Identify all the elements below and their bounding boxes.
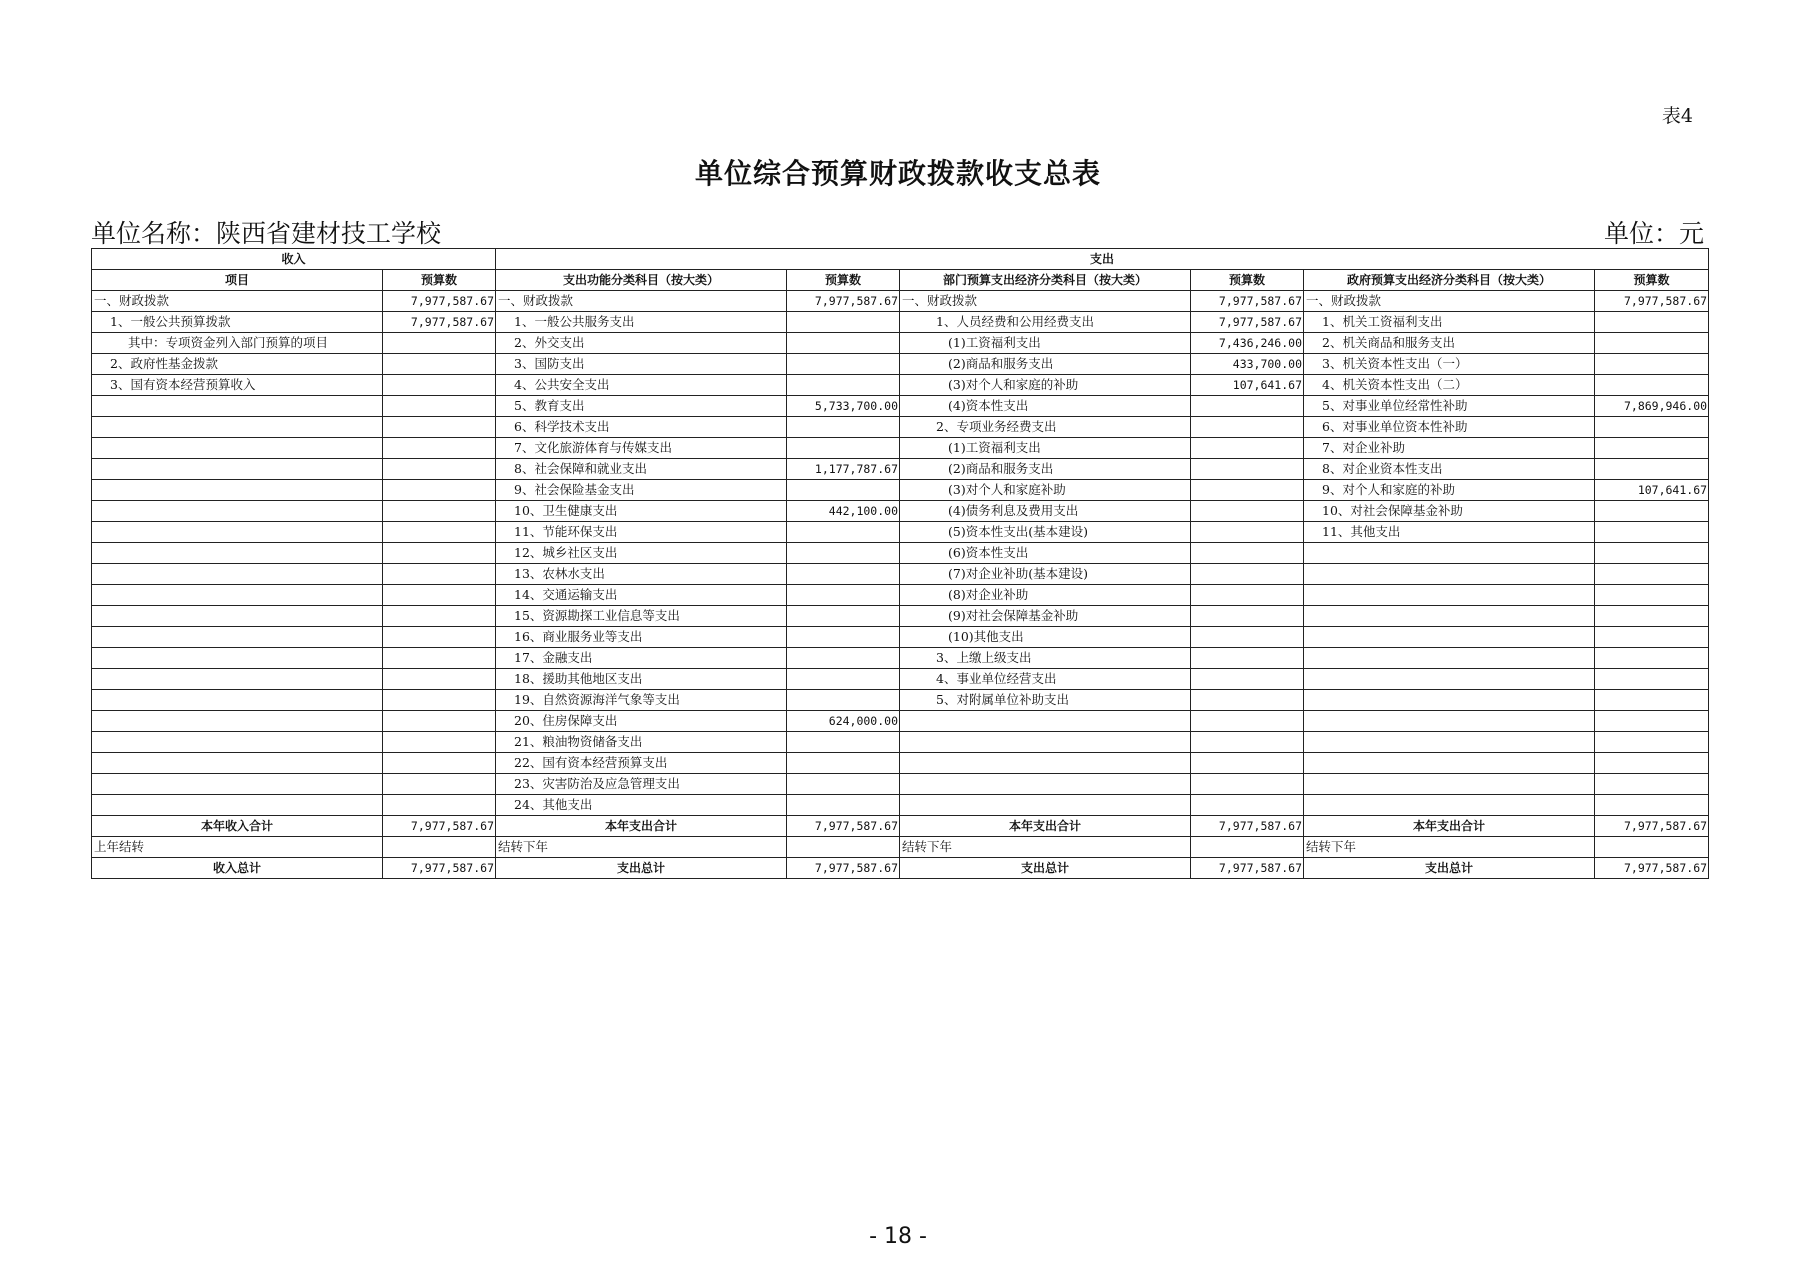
item-cell — [92, 711, 383, 732]
amount-cell: 442,100.00 — [787, 501, 900, 522]
amount-cell — [1191, 396, 1304, 417]
item-cell: (5)资本性支出(基本建设) — [900, 522, 1191, 543]
amount-cell — [383, 522, 496, 543]
amount-cell — [1191, 690, 1304, 711]
amount-cell — [383, 585, 496, 606]
item-cell — [92, 480, 383, 501]
item-cell — [1304, 795, 1595, 816]
item-cell: 11、其他支出 — [1304, 522, 1595, 543]
table-row — [92, 459, 1709, 480]
amount-cell — [1595, 648, 1709, 669]
amount-cell: 5,733,700.00 — [787, 396, 900, 417]
item-cell: 12、城乡社区支出 — [496, 543, 787, 564]
amount-cell — [1595, 606, 1709, 627]
item-cell: 10、对社会保障基金补助 — [1304, 501, 1595, 522]
amount-cell — [1595, 375, 1709, 396]
item-cell: 4、机关资本性支出（二） — [1304, 375, 1595, 396]
total-row — [92, 837, 1709, 858]
total-label-cell: 支出总计 — [496, 858, 787, 879]
amount-cell — [1191, 438, 1304, 459]
amount-cell — [787, 585, 900, 606]
amount-cell — [1191, 774, 1304, 795]
amount-cell: 107,641.67 — [1191, 375, 1304, 396]
total-amount-cell: 7,977,587.67 — [383, 858, 496, 879]
item-cell — [1304, 585, 1595, 606]
item-cell — [92, 648, 383, 669]
amount-cell — [383, 480, 496, 501]
table-row — [92, 480, 1709, 501]
amount-cell: 624,000.00 — [787, 711, 900, 732]
item-cell: 23、灾害防治及应急管理支出 — [496, 774, 787, 795]
amount-cell — [1595, 690, 1709, 711]
page-number: - 18 - — [869, 1224, 927, 1249]
item-cell: 一、财政拨款 — [496, 291, 787, 312]
amount-cell — [1191, 480, 1304, 501]
item-cell — [92, 564, 383, 585]
total-amount-cell: 7,977,587.67 — [1191, 816, 1304, 837]
total-label-cell: 上年结转 — [92, 837, 383, 858]
amount-cell — [787, 354, 900, 375]
income-group-header: 收入 — [92, 249, 496, 270]
table-row — [92, 501, 1709, 522]
item-cell: (9)对社会保障基金补助 — [900, 606, 1191, 627]
total-label-cell: 支出总计 — [1304, 858, 1595, 879]
table-row — [92, 354, 1709, 375]
column-header: 部门预算支出经济分类科目（按大类） — [900, 270, 1191, 291]
total-label-cell: 结转下年 — [496, 837, 787, 858]
amount-cell — [787, 690, 900, 711]
item-cell: 1、人员经费和公用经费支出 — [900, 312, 1191, 333]
total-amount-cell: 7,977,587.67 — [787, 816, 900, 837]
amount-cell — [787, 522, 900, 543]
item-cell: 6、对事业单位资本性补助 — [1304, 417, 1595, 438]
item-cell — [92, 774, 383, 795]
amount-cell — [383, 690, 496, 711]
item-cell: 8、对企业资本性支出 — [1304, 459, 1595, 480]
amount-cell — [787, 333, 900, 354]
item-cell — [92, 669, 383, 690]
item-cell — [900, 753, 1191, 774]
amount-cell — [787, 669, 900, 690]
column-header: 项目 — [92, 270, 383, 291]
item-cell — [1304, 606, 1595, 627]
item-cell — [1304, 564, 1595, 585]
amount-cell — [383, 606, 496, 627]
total-amount-cell: 7,977,587.67 — [1595, 858, 1709, 879]
item-cell: 3、国有资本经营预算收入 — [92, 375, 383, 396]
column-header: 支出功能分类科目（按大类） — [496, 270, 787, 291]
item-cell: 3、国防支出 — [496, 354, 787, 375]
amount-cell — [1191, 732, 1304, 753]
unit-name-label: 单位名称：陕西省建材技工学校 — [91, 219, 442, 248]
table-row — [92, 543, 1709, 564]
column-header: 预算数 — [383, 270, 496, 291]
item-cell: 13、农林水支出 — [496, 564, 787, 585]
item-cell: 19、自然资源海洋气象等支出 — [496, 690, 787, 711]
item-cell — [1304, 711, 1595, 732]
item-cell — [92, 522, 383, 543]
total-row — [92, 858, 1709, 879]
amount-cell — [1595, 753, 1709, 774]
item-cell — [92, 732, 383, 753]
item-cell — [900, 774, 1191, 795]
amount-cell — [787, 774, 900, 795]
amount-cell — [787, 564, 900, 585]
item-cell: 5、对事业单位经常性补助 — [1304, 396, 1595, 417]
column-header-row — [92, 270, 1709, 291]
item-cell — [1304, 627, 1595, 648]
amount-cell — [1595, 564, 1709, 585]
item-cell: 24、其他支出 — [496, 795, 787, 816]
amount-cell — [1191, 711, 1304, 732]
table-row — [92, 774, 1709, 795]
item-cell: 16、商业服务业等支出 — [496, 627, 787, 648]
total-label-cell: 支出总计 — [900, 858, 1191, 879]
item-cell: 21、粮油物资储备支出 — [496, 732, 787, 753]
amount-cell: 1,177,787.67 — [787, 459, 900, 480]
item-cell: 5、教育支出 — [496, 396, 787, 417]
total-row — [92, 816, 1709, 837]
table-row — [92, 690, 1709, 711]
item-cell — [92, 690, 383, 711]
table-row — [92, 795, 1709, 816]
amount-cell — [1191, 501, 1304, 522]
item-cell: 7、文化旅游体育与传媒支出 — [496, 438, 787, 459]
column-header: 预算数 — [1191, 270, 1304, 291]
item-cell: 5、对附属单位补助支出 — [900, 690, 1191, 711]
table-row — [92, 396, 1709, 417]
item-cell: 18、援助其他地区支出 — [496, 669, 787, 690]
amount-cell — [383, 795, 496, 816]
item-cell — [1304, 774, 1595, 795]
item-cell — [1304, 732, 1595, 753]
item-cell: 2、外交支出 — [496, 333, 787, 354]
expense-group-header: 支出 — [496, 249, 1709, 270]
table-row — [92, 438, 1709, 459]
amount-cell — [1191, 795, 1304, 816]
table-row — [92, 585, 1709, 606]
item-cell — [92, 795, 383, 816]
amount-cell — [383, 753, 496, 774]
amount-cell — [1191, 522, 1304, 543]
item-cell — [92, 753, 383, 774]
item-cell: (2)商品和服务支出 — [900, 459, 1191, 480]
item-cell: (1)工资福利支出 — [900, 438, 1191, 459]
item-cell — [92, 627, 383, 648]
table-row — [92, 417, 1709, 438]
amount-cell — [1595, 585, 1709, 606]
item-cell — [92, 606, 383, 627]
item-cell — [900, 732, 1191, 753]
amount-cell — [1595, 774, 1709, 795]
total-label-cell: 本年收入合计 — [92, 816, 383, 837]
budget-summary-table — [91, 248, 1709, 879]
amount-cell — [383, 375, 496, 396]
table-row — [92, 648, 1709, 669]
amount-cell — [1595, 669, 1709, 690]
item-cell — [92, 396, 383, 417]
table-row — [92, 711, 1709, 732]
item-cell: 10、卫生健康支出 — [496, 501, 787, 522]
amount-cell — [1191, 648, 1304, 669]
total-amount-cell: 7,977,587.67 — [787, 858, 900, 879]
item-cell: (6)资本性支出 — [900, 543, 1191, 564]
item-cell: (1)工资福利支出 — [900, 333, 1191, 354]
item-cell: 2、机关商品和服务支出 — [1304, 333, 1595, 354]
amount-cell — [383, 732, 496, 753]
table-row — [92, 732, 1709, 753]
amount-cell — [1595, 795, 1709, 816]
item-cell: 8、社会保障和就业支出 — [496, 459, 787, 480]
amount-cell — [383, 438, 496, 459]
amount-cell — [1191, 753, 1304, 774]
amount-cell — [787, 753, 900, 774]
amount-cell — [787, 438, 900, 459]
item-cell: (2)商品和服务支出 — [900, 354, 1191, 375]
item-cell: (4)债务利息及费用支出 — [900, 501, 1191, 522]
item-cell — [1304, 753, 1595, 774]
item-cell: 2、专项业务经费支出 — [900, 417, 1191, 438]
amount-cell: 7,869,946.00 — [1595, 396, 1709, 417]
table-row — [92, 312, 1709, 333]
total-amount-cell: 7,977,587.67 — [1191, 858, 1304, 879]
item-cell — [1304, 690, 1595, 711]
amount-cell — [787, 543, 900, 564]
amount-cell — [1595, 543, 1709, 564]
table-row — [92, 522, 1709, 543]
amount-cell: 7,977,587.67 — [383, 312, 496, 333]
item-cell — [1304, 648, 1595, 669]
amount-cell — [383, 627, 496, 648]
amount-cell — [1595, 438, 1709, 459]
amount-cell — [1595, 417, 1709, 438]
item-cell: (8)对企业补助 — [900, 585, 1191, 606]
table-row — [92, 564, 1709, 585]
amount-cell — [1595, 333, 1709, 354]
amount-cell — [1191, 459, 1304, 480]
item-cell — [92, 543, 383, 564]
amount-cell — [787, 648, 900, 669]
table-row — [92, 606, 1709, 627]
amount-cell — [1191, 564, 1304, 585]
amount-cell — [787, 480, 900, 501]
amount-cell: 433,700.00 — [1191, 354, 1304, 375]
amount-cell — [787, 795, 900, 816]
amount-cell — [383, 459, 496, 480]
item-cell: 9、对个人和家庭的补助 — [1304, 480, 1595, 501]
total-amount-cell: 7,977,587.67 — [1595, 816, 1709, 837]
currency-unit-label: 单位：元 — [1603, 219, 1704, 248]
amount-cell — [787, 417, 900, 438]
total-label-cell: 本年支出合计 — [1304, 816, 1595, 837]
amount-cell — [787, 312, 900, 333]
item-cell: 15、资源勘探工业信息等支出 — [496, 606, 787, 627]
table-body — [92, 291, 1709, 879]
item-cell: 2、政府性基金拨款 — [92, 354, 383, 375]
amount-cell — [1595, 732, 1709, 753]
item-cell: (3)对个人和家庭补助 — [900, 480, 1191, 501]
amount-cell — [383, 354, 496, 375]
total-label-cell: 本年支出合计 — [496, 816, 787, 837]
item-cell: (3)对个人和家庭的补助 — [900, 375, 1191, 396]
amount-cell — [383, 543, 496, 564]
item-cell — [900, 795, 1191, 816]
amount-cell — [383, 711, 496, 732]
item-cell: 3、上缴上级支出 — [900, 648, 1191, 669]
column-header: 政府预算支出经济分类科目（按大类） — [1304, 270, 1595, 291]
amount-cell — [1191, 669, 1304, 690]
total-amount-cell — [1191, 837, 1304, 858]
item-cell: 22、国有资本经营预算支出 — [496, 753, 787, 774]
amount-cell — [1191, 627, 1304, 648]
item-cell: (10)其他支出 — [900, 627, 1191, 648]
amount-cell — [383, 417, 496, 438]
amount-cell — [1595, 711, 1709, 732]
item-cell: 11、节能环保支出 — [496, 522, 787, 543]
item-cell: 14、交通运输支出 — [496, 585, 787, 606]
item-cell — [92, 459, 383, 480]
amount-cell — [1191, 585, 1304, 606]
column-header: 预算数 — [1595, 270, 1709, 291]
amount-cell — [787, 627, 900, 648]
item-cell: 一、财政拨款 — [92, 291, 383, 312]
total-label-cell: 结转下年 — [1304, 837, 1595, 858]
item-cell — [92, 585, 383, 606]
item-cell: 3、机关资本性支出（一） — [1304, 354, 1595, 375]
item-cell: 1、一般公共预算拨款 — [92, 312, 383, 333]
amount-cell — [1595, 312, 1709, 333]
amount-cell — [383, 333, 496, 354]
amount-cell — [1191, 606, 1304, 627]
item-cell: 4、公共安全支出 — [496, 375, 787, 396]
item-cell: 20、住房保障支出 — [496, 711, 787, 732]
amount-cell: 107,641.67 — [1595, 480, 1709, 501]
amount-cell: 7,977,587.67 — [1191, 312, 1304, 333]
item-cell — [92, 417, 383, 438]
amount-cell — [1191, 417, 1304, 438]
item-cell — [92, 438, 383, 459]
item-cell — [1304, 669, 1595, 690]
item-cell: 一、财政拨款 — [900, 291, 1191, 312]
amount-cell — [787, 375, 900, 396]
amount-cell — [383, 564, 496, 585]
amount-cell — [383, 669, 496, 690]
amount-cell — [1595, 354, 1709, 375]
amount-cell — [1595, 501, 1709, 522]
item-cell: 其中：专项资金列入部门预算的项目 — [92, 333, 383, 354]
item-cell — [900, 711, 1191, 732]
item-cell: (7)对企业补助(基本建设) — [900, 564, 1191, 585]
table-row — [92, 753, 1709, 774]
amount-cell: 7,436,246.00 — [1191, 333, 1304, 354]
table-row — [92, 627, 1709, 648]
amount-cell: 7,977,587.67 — [787, 291, 900, 312]
item-cell — [92, 501, 383, 522]
table-row — [92, 333, 1709, 354]
table-number: 表4 — [1661, 105, 1693, 127]
amount-cell — [383, 501, 496, 522]
total-amount-cell — [787, 837, 900, 858]
item-cell: 17、金融支出 — [496, 648, 787, 669]
table-row — [92, 669, 1709, 690]
item-cell — [1304, 543, 1595, 564]
total-label-cell: 本年支出合计 — [900, 816, 1191, 837]
item-cell: (4)资本性支出 — [900, 396, 1191, 417]
amount-cell — [1595, 522, 1709, 543]
table-row — [92, 291, 1709, 312]
item-cell: 1、一般公共服务支出 — [496, 312, 787, 333]
amount-cell — [383, 396, 496, 417]
amount-cell — [383, 648, 496, 669]
amount-cell — [1595, 627, 1709, 648]
item-cell: 6、科学技术支出 — [496, 417, 787, 438]
total-amount-cell — [383, 837, 496, 858]
amount-cell: 7,977,587.67 — [1595, 291, 1709, 312]
amount-cell — [787, 732, 900, 753]
total-label-cell: 收入总计 — [92, 858, 383, 879]
item-cell: 7、对企业补助 — [1304, 438, 1595, 459]
total-amount-cell: 7,977,587.67 — [383, 816, 496, 837]
total-amount-cell — [1595, 837, 1709, 858]
amount-cell: 7,977,587.67 — [383, 291, 496, 312]
amount-cell — [1191, 543, 1304, 564]
table-row — [92, 375, 1709, 396]
item-cell: 9、社会保险基金支出 — [496, 480, 787, 501]
total-label-cell: 结转下年 — [900, 837, 1191, 858]
page-title: 单位综合预算财政拨款收支总表 — [694, 157, 1101, 190]
amount-cell: 7,977,587.67 — [1191, 291, 1304, 312]
column-header: 预算数 — [787, 270, 900, 291]
item-cell: 1、机关工资福利支出 — [1304, 312, 1595, 333]
amount-cell — [383, 774, 496, 795]
item-cell: 一、财政拨款 — [1304, 291, 1595, 312]
group-header-row — [92, 249, 1709, 270]
amount-cell — [1595, 459, 1709, 480]
item-cell: 4、事业单位经营支出 — [900, 669, 1191, 690]
amount-cell — [787, 606, 900, 627]
